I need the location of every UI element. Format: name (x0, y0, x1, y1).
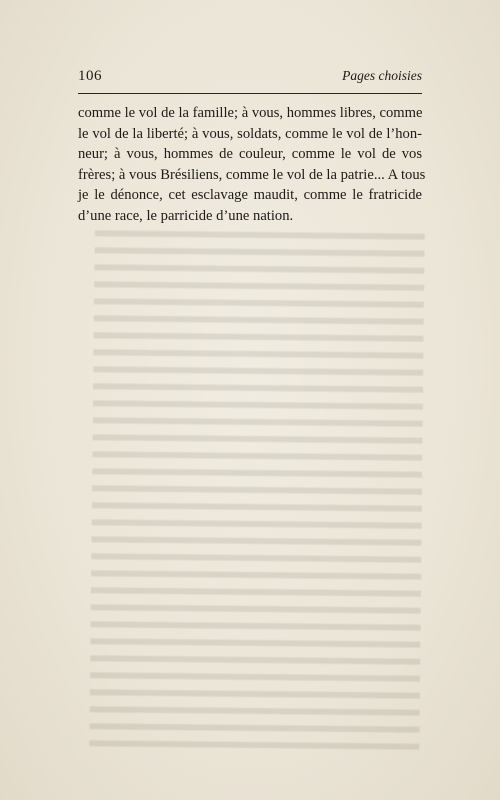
bleed-through-texture (89, 230, 424, 753)
text-line: frères; à vous Brésiliens, comme le vol de la patrie... A tous (78, 166, 426, 183)
text-line: comme le vol de la famille; à vous, hommes libres, comme (78, 105, 423, 121)
page-number: 106 (78, 68, 102, 84)
header-rule (78, 93, 422, 94)
body-paragraph (78, 103, 426, 227)
text-line: je le dénonce, cet esclavage maudit, comme le fratricide (78, 187, 422, 204)
page-header (78, 68, 422, 90)
text-line: d’une race, le parricide d’une nation. (78, 207, 294, 224)
text-line: le vol de la liberté; à vous, soldats, comme le vol de l’hon- (78, 125, 422, 142)
text-line: neur; à vous, hommes de couleur, comme le vol de vos (78, 146, 422, 163)
running-head: Pages choisies (342, 68, 422, 83)
